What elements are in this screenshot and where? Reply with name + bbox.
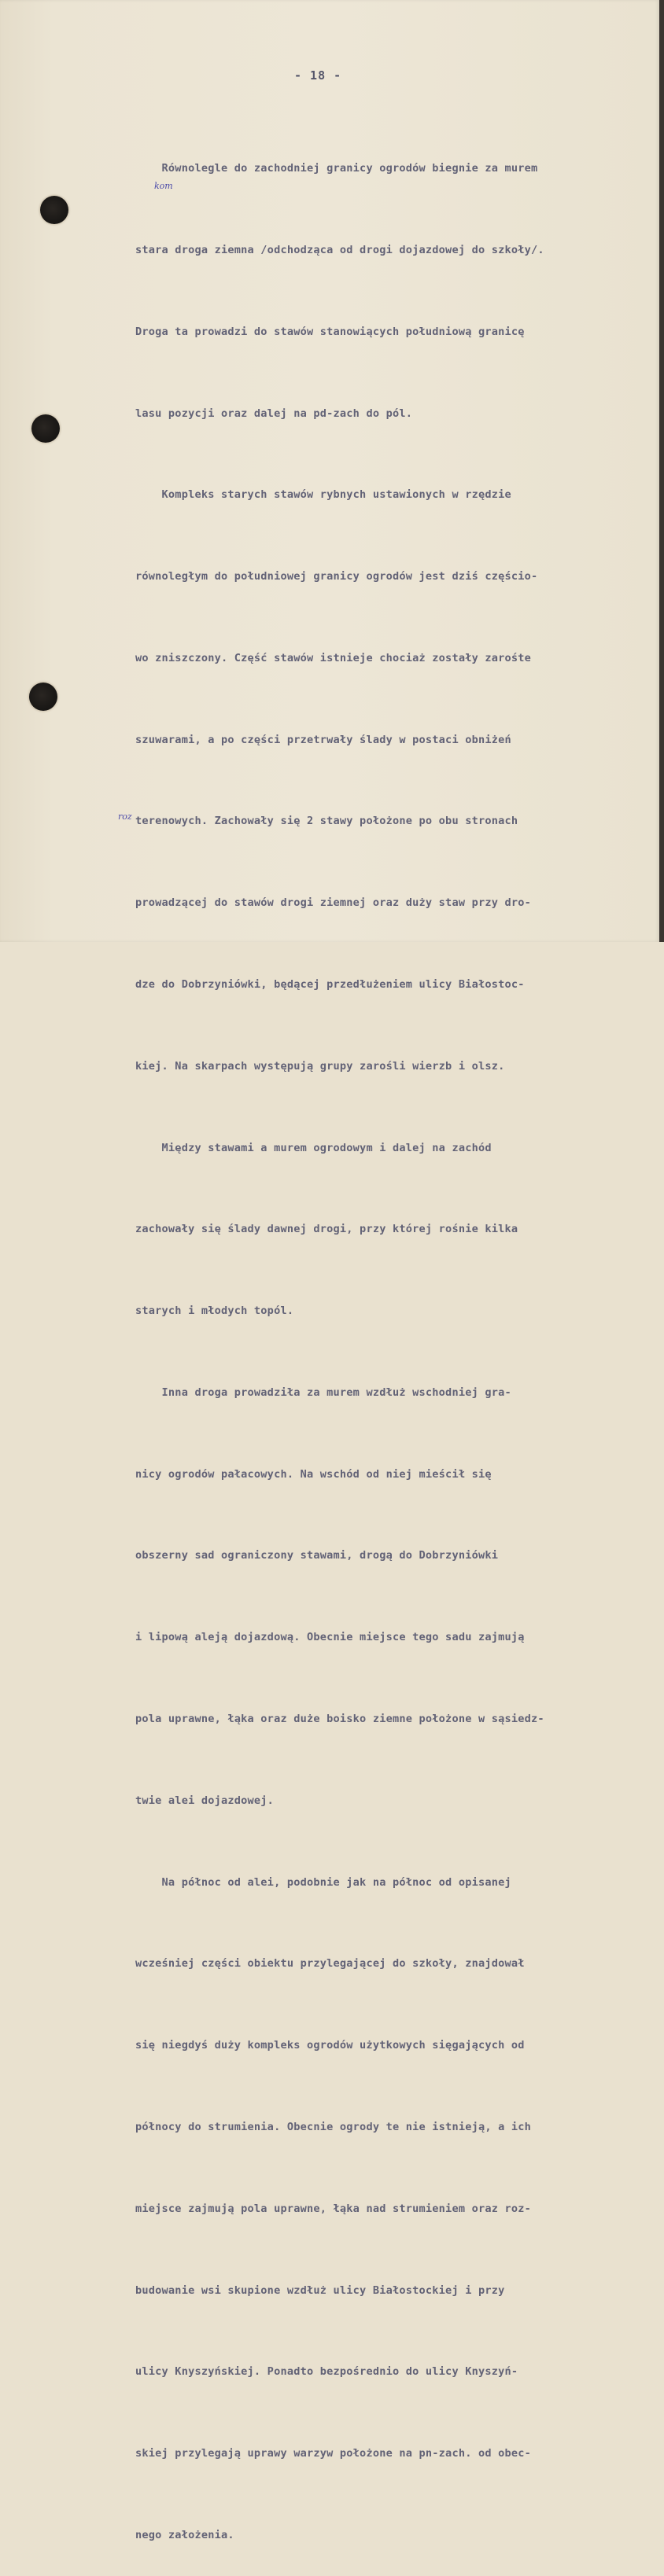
text-line: północy do strumienia. Obecnie ogrody te nie istnieją, a ich	[135, 2120, 532, 2133]
text-line: Na północ od alei, podobnie jak na północ od opisanej	[135, 1875, 511, 1889]
text-line: miejsce zajmują pola uprawne, łąka nad strumieniem oraz roz-	[135, 2202, 532, 2215]
handwritten-annotation-kom: kom	[154, 181, 173, 191]
text-line: starych i młodych topól.	[135, 1305, 294, 1318]
handwritten-annotation-roz: roz	[118, 811, 132, 822]
text-line: wo zniszczony. Część stawów istnieje chociaż zostały zarośte	[135, 651, 532, 664]
punch-hole-bottom	[29, 683, 57, 711]
page-number: - 18 -	[294, 68, 342, 83]
text-line: dze do Dobrzyniówki, będącej przedłużeniem ulicy Białostoc-	[135, 978, 525, 991]
typed-body-text	[135, 101, 639, 2576]
text-line: skiej przylegają uprawy warzyw położone na pn-zach. od obec-	[135, 2447, 532, 2460]
text-line: ulicy Knyszyńskiej. Ponadto bezpośrednio do ulicy Knyszyń-	[135, 2365, 518, 2379]
text-line: Kompleks starych stawów rybnych ustawionych w rzędzie	[135, 488, 511, 502]
page-edge-shadow	[659, 0, 664, 942]
text-line: się niegdyś duży kompleks ogrodów użytkowych sięgających od	[135, 2039, 525, 2052]
text-line: wcześniej części obiektu przylegającej do szkoły, znajdował	[135, 1957, 525, 1971]
text-line: nego założenia.	[135, 2528, 234, 2541]
text-line: Między stawami a murem ogrodowym i dalej na zachód	[135, 1141, 492, 1154]
text-line: prowadzącej do stawów drogi ziemnej oraz duży staw przy dro-	[135, 896, 532, 910]
text-line: szuwarami, a po części przetrwały ślady w postaci obniżeń	[135, 733, 511, 746]
text-line: Droga ta prowadzi do stawów stanowiących południową granicę	[135, 325, 525, 338]
text-line: kiej. Na skarpach występują grupy zarośli wierzb i olsz.	[135, 1059, 505, 1073]
text-line: Równolegle do zachodniej granicy ogrodów biegnie za murem	[135, 162, 538, 175]
text-line: twie alei dojazdowej.	[135, 1794, 275, 1807]
text-line: budowanie wsi skupione wzdłuż ulicy Białostockiej i przy	[135, 2283, 505, 2297]
text-line: Inna droga prowadziła za murem wzdłuż wschodniej gra-	[135, 1386, 511, 1399]
text-line: terenowych. Zachowały się 2 stawy położone po obu stronach	[135, 815, 518, 828]
text-line: stara droga ziemna /odchodząca od drogi dojazdowej do szkoły/.	[135, 243, 544, 256]
punch-hole-middle	[31, 414, 60, 443]
text-line: i lipową aleją dojazdową. Obecnie miejsce tego sadu zajmują	[135, 1631, 525, 1644]
text-line: obszerny sad ograniczony stawami, drogą do Dobrzyniówki	[135, 1549, 499, 1562]
punch-hole-top	[40, 196, 68, 224]
text-line: zachowały się ślady dawnej drogi, przy której rośnie kilka	[135, 1223, 518, 1236]
text-line: nicy ogrodów pałacowych. Na wschód od niej mieścił się	[135, 1467, 492, 1481]
text-line: lasu pozycji oraz dalej na pd-zach do pól.	[135, 407, 413, 420]
text-line: pola uprawne, łąka oraz duże boisko ziemne położone w sąsiedz-	[135, 1713, 544, 1726]
text-line: równoległym do południowej granicy ogrodów jest dziś częścio-	[135, 570, 538, 583]
